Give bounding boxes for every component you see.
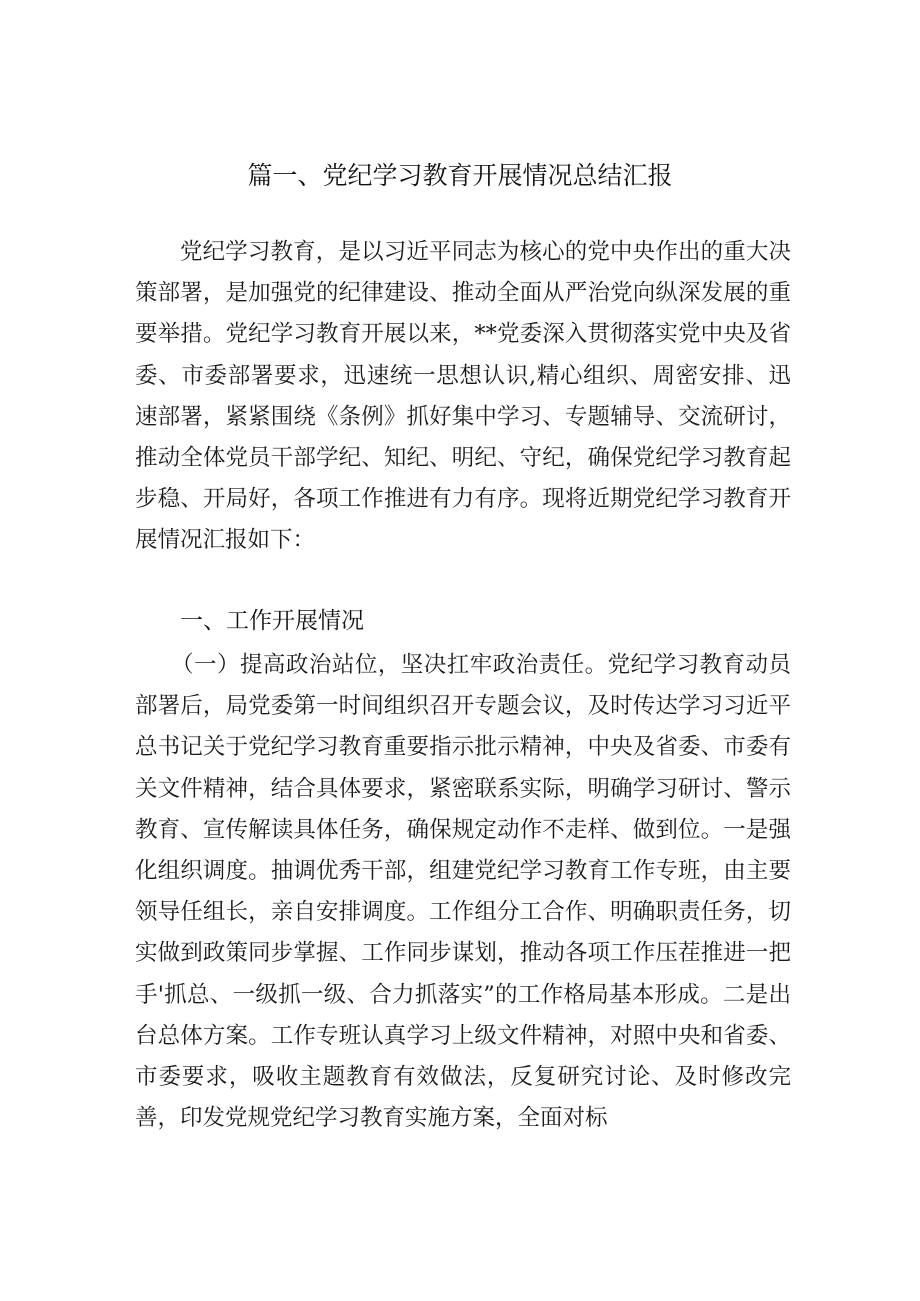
section-heading: 一、工作开展情况 xyxy=(180,608,364,634)
intro-paragraph: 党纪学习教育，是以习近平同志为核心的党中央作出的重大决策部署，是加强党的纪律建设、推动全面从严治党向纵深发展的重要举措。党纪学习教育开展以来，**党委深入贯彻落实党中央及省委、市委部署要求，迅速统一思想认识,精心组织、周密安排、迅速部署，紧紧围绕《条例》抓好集中学习、专题辅导、交流研讨，推动全体党员干部学纪、知纪、明纪、守纪，确保党纪学习教育起步稳、开局好，各项工作推进有力有序。现将近期党纪学习教育开展情况汇报如下： xyxy=(135,239,791,554)
section-paragraph: （一）提高政治站位，坚决扛牢政治责任。党纪学习教育动员部署后，局党委第一时间组织召开专题会议，及时传达学习习近平总书记关于党纪学习教育重要指示批示精神，中央及省委、市委有关文件精神，结合具体要求，紧密联系实际，明确学习研讨、警示教育、宣传解读具体任务，确保规定动作不走样、做到位。一是强化组织调度。抽调优秀干部，组建党纪学习教育工作专班，由主要领导任组长，亲自安排调度。工作组分工合作、明确职责任务，切实做到政策同步掌握、工作同步谋划，推动各项工作压茬推进一把手'抓总、一级抓一级、合力抓落实”的工作格局基本形成。二是出台总体方案。工作专班认真学习上级文件精神，对照中央和省委、市委要求，吸收主题教育有效做法，反复研究讨论、及时修改完善，印发党规党纪学习教育实施方案，全面对标 xyxy=(135,652,791,1132)
document-title: 篇一、党纪学习教育开展情况总结汇报 xyxy=(247,161,673,190)
